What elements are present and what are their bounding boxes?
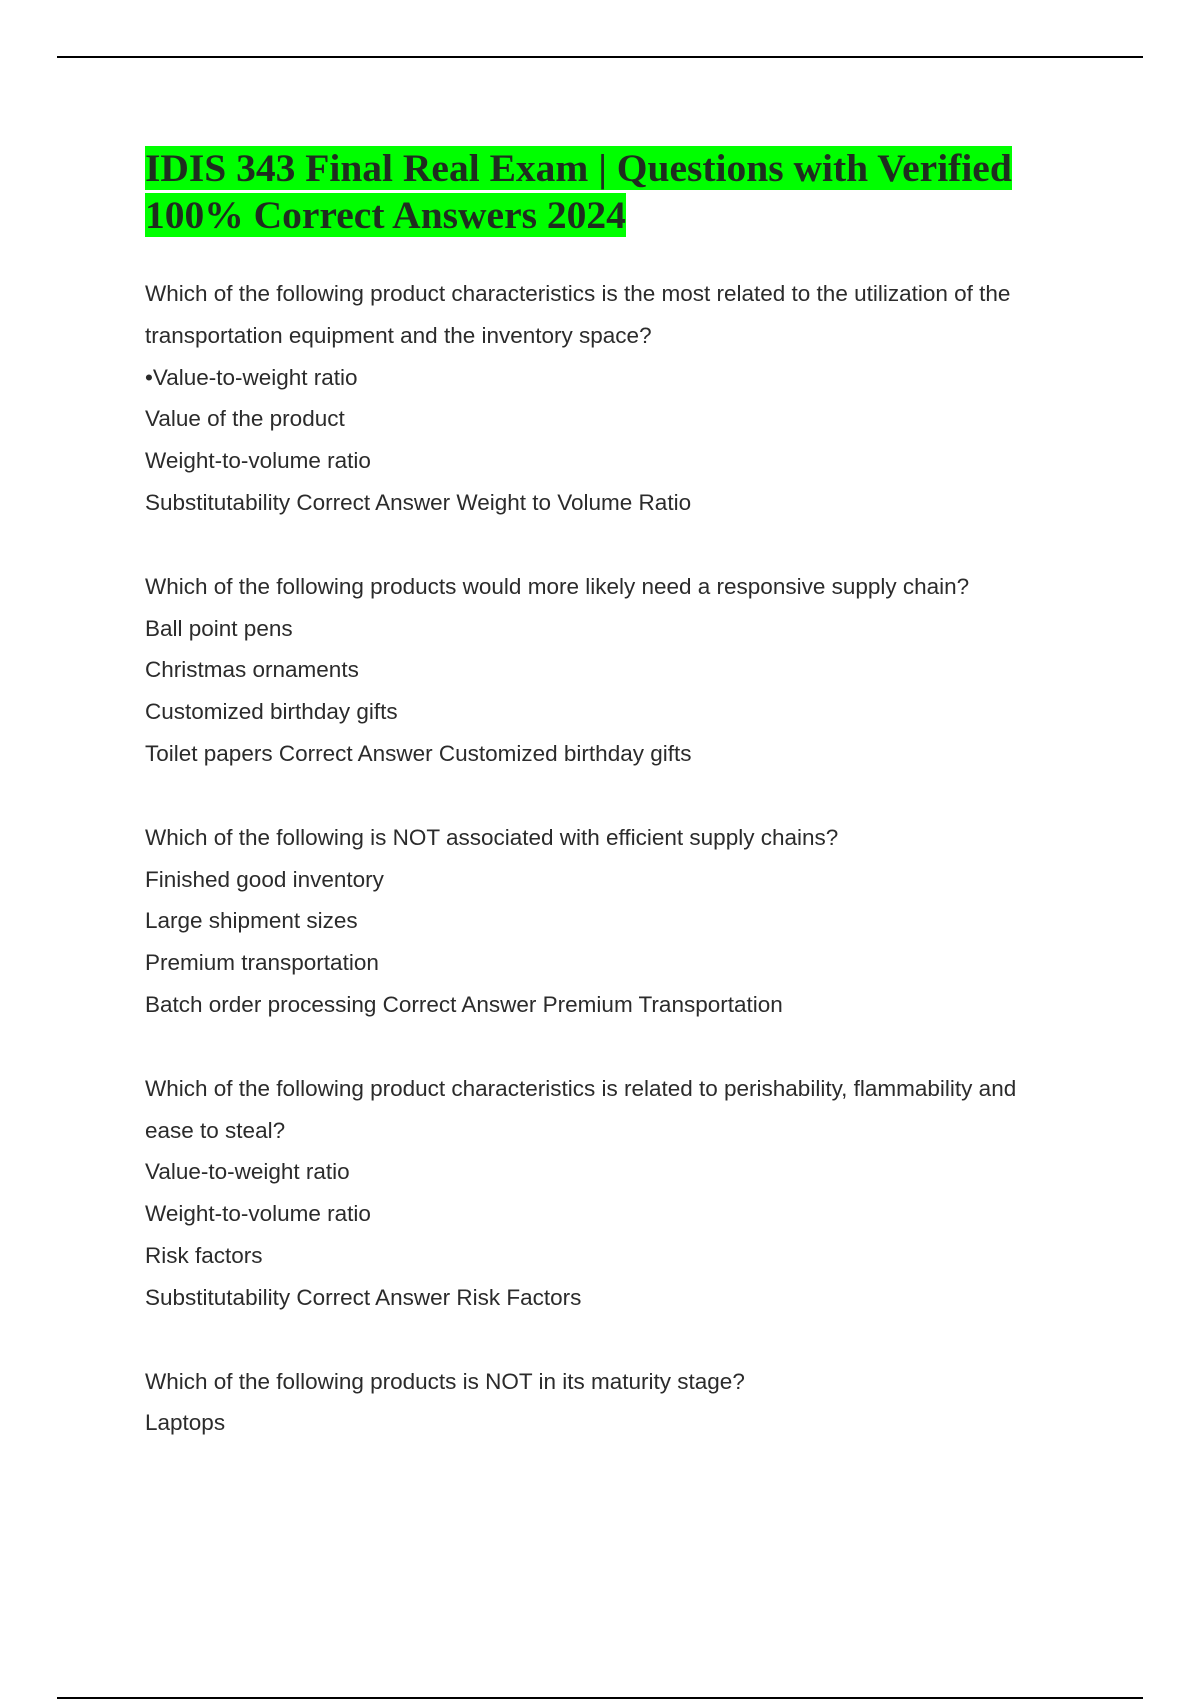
document-body — [145, 145, 1105, 1486]
question-4-option-3: Risk factors — [145, 1242, 263, 1268]
question-3-option-1: Finished good inventory — [145, 866, 384, 892]
question-2 — [145, 566, 1105, 775]
question-1 — [145, 273, 1105, 524]
question-4-prompt-line-1: Which of the following product characteristics is related to perishability, flammability and — [145, 1075, 1017, 1101]
question-4-option-2: Weight-to-volume ratio — [145, 1201, 371, 1227]
question-2-option-2: Christmas ornaments — [145, 657, 359, 683]
question-5-prompt-line-1: Which of the following products is NOT in its maturity stage? — [145, 1368, 745, 1394]
question-3-option-2: Large shipment sizes — [145, 908, 358, 934]
question-1-prompt-line-1: Which of the following product characteristics is the most related to the utilization of the — [145, 281, 1011, 306]
document-title-text: IDIS 343 Final Real Exam | Questions with Verified 100% Correct Answers 2024 — [145, 146, 1012, 237]
question-3 — [145, 817, 1105, 1026]
question-3-prompt-line-1: Which of the following is NOT associated with efficient supply chains? — [145, 824, 839, 850]
question-3-option-4-answer: Batch order processing Correct Answer Premium Transportation — [145, 991, 783, 1017]
top-divider — [57, 56, 1143, 58]
question-2-option-1: Ball point pens — [145, 615, 293, 641]
question-2-option-3: Customized birthday gifts — [145, 699, 398, 725]
question-list — [145, 273, 1105, 1444]
question-1-option-1: •Value-to-weight ratio — [145, 364, 358, 390]
bottom-divider — [57, 1697, 1143, 1699]
question-2-option-4-answer: Toilet papers Correct Answer Customized birthday gifts — [145, 740, 692, 766]
document-title — [145, 145, 1105, 239]
question-1-prompt-line-2: transportation equipment and the inventory space? — [145, 322, 652, 348]
question-4 — [145, 1068, 1105, 1319]
question-5-option-1: Laptops — [145, 1410, 226, 1436]
question-4-option-4-answer: Substitutability Correct Answer Risk Factors — [145, 1284, 582, 1310]
question-4-option-1: Value-to-weight ratio — [145, 1159, 350, 1185]
question-5 — [145, 1361, 1105, 1445]
question-4-prompt-line-2: ease to steal? — [145, 1117, 286, 1143]
question-1-option-3: Weight-to-volume ratio — [145, 448, 371, 474]
question-2-prompt-line-1: Which of the following products would more likely need a responsive supply chain? — [145, 573, 970, 599]
question-1-option-2: Value of the product — [145, 406, 345, 432]
question-3-option-3: Premium transportation — [145, 950, 379, 976]
question-1-option-4-answer: Substitutability Correct Answer Weight to Volume Ratio — [145, 489, 692, 515]
